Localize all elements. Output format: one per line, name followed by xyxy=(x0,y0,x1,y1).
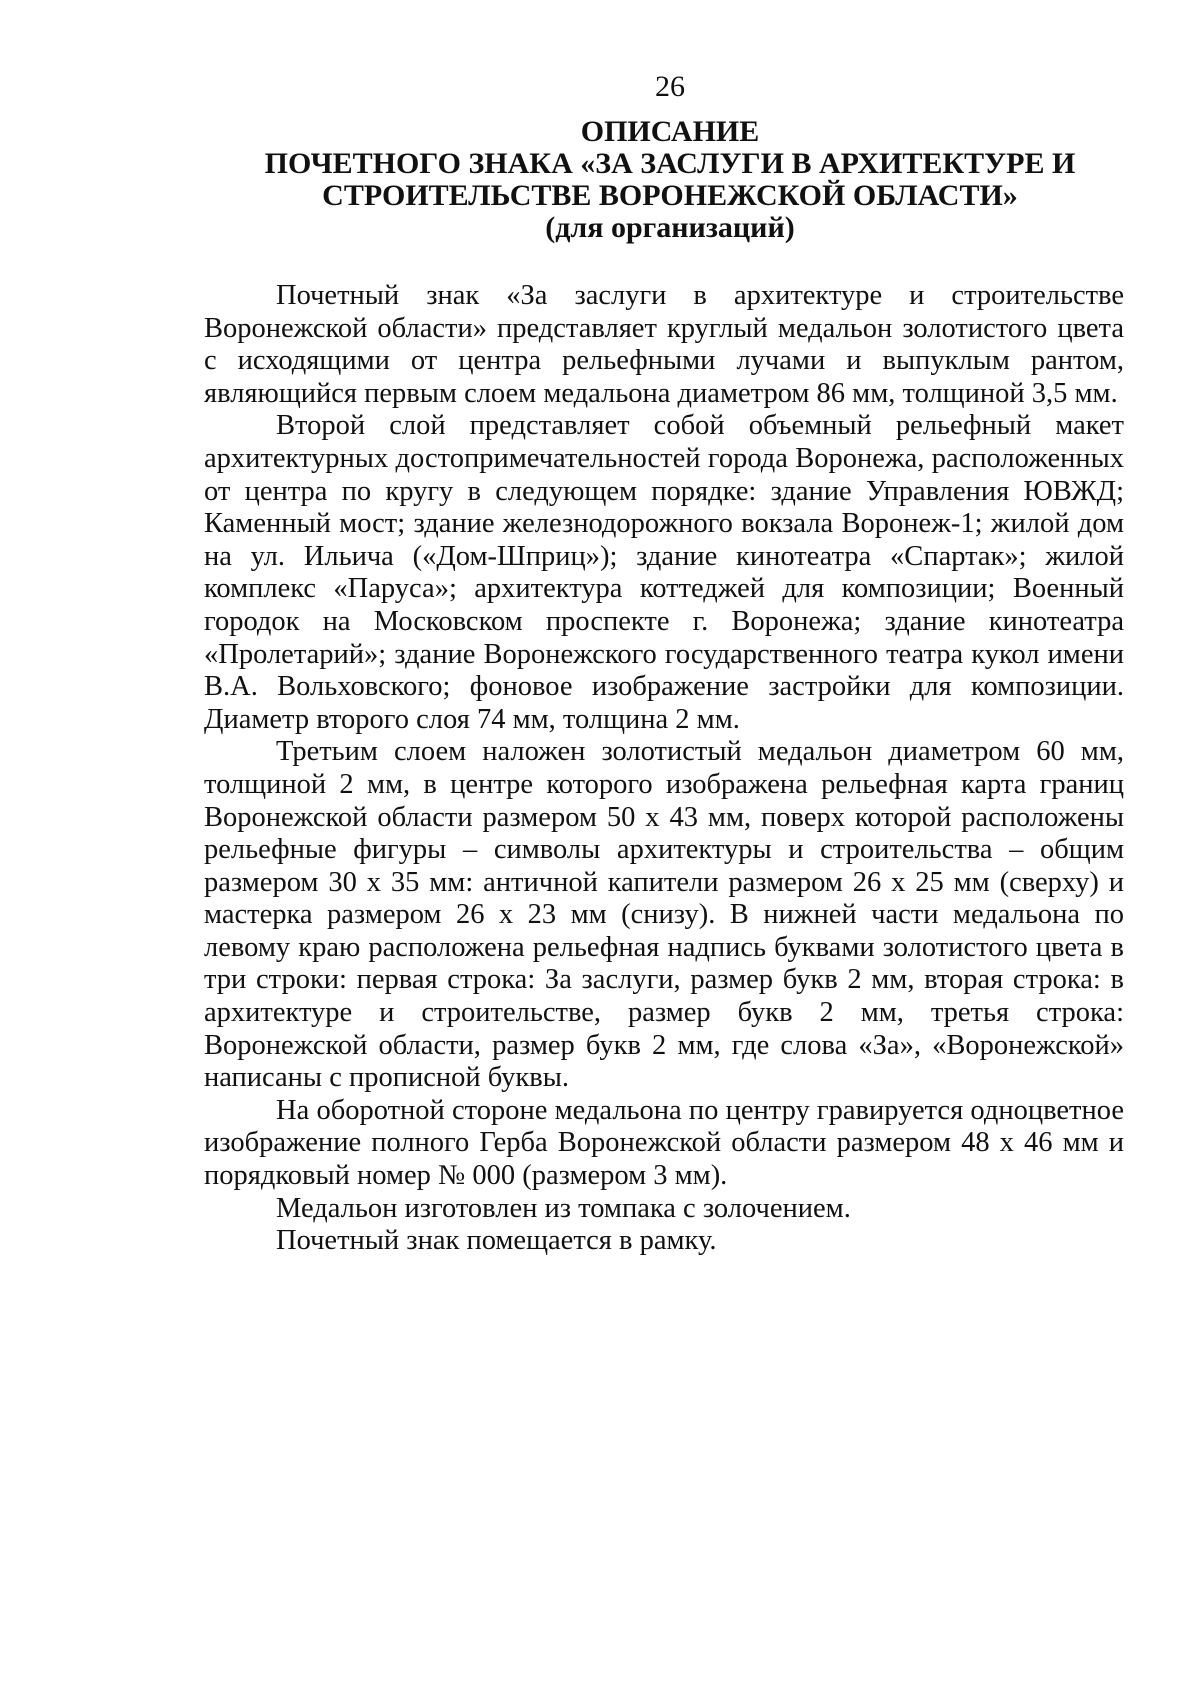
heading-title: ОПИСАНИЕ xyxy=(580,115,760,148)
heading-audience-note: (для организаций) xyxy=(545,211,795,244)
paragraph-frame: Почетный знак помещается в рамку. xyxy=(276,1225,717,1257)
paragraph-material: Медальон изготовлен из томпака с золочением. xyxy=(276,1192,851,1224)
heading-subtitle-line-1: ПОЧЕТНОГО ЗНАКА «ЗА ЗАСЛУГИ В АРХИТЕКТУРЕ И xyxy=(264,147,1076,180)
paragraph-reverse-side: На оборотной стороне медальона по центру гравируется одноцветное изображение полного Герба Воронежской области размером 48 х 46 мм и порядковый номер № 000 (размером 3 мм). xyxy=(204,1094,1124,1192)
document-heading xyxy=(0,116,1200,244)
heading-subtitle-line-2: СТРОИТЕЛЬСТВЕ ВОРОНЕЖСКОЙ ОБЛАСТИ» xyxy=(322,179,1018,212)
document-body xyxy=(204,280,1124,1258)
paragraph-second-layer: Второй слой представляет собой объемный рельефный макет архитектурных достопримечательностей города Воронежа, расположенных от центра по кругу в следующем порядке: здание Управления ЮВЖД; Каменный мост; здание железнодорожного вокзала Воронеж-1; жилой дом на ул. Ильича («Дом-Шприц»); здание кинотеатра «Спартак»; жилой комплекс «Паруса»; архитектура коттеджей для композиции; Военный городок на Московском проспекте г. Воронежа; здание кинотеатра «Пролетарий»; здание Воронежского государственного театра кукол имени В.А. Вольховского; фоновое изображение застройки для композиции. Диаметр второго слоя 74 мм, толщина 2 мм. xyxy=(204,410,1124,735)
paragraph-third-layer: Третьим слоем наложен золотистый медальон диаметром 60 мм, толщиной 2 мм, в центре которого изображена рельефная карта границ Воронежской области размером 50 х 43 мм, поверх которой расположены рельефные фигуры – символы архитектуры и строительства – общим размером 30 х 35 мм: античной капители размером 26 х 25 мм (сверху) и мастерка размером 26 х 23 мм (снизу). В нижней части медальона по левому краю расположена рельефная надпись буквами золотистого цвета в три строки: первая строка: За заслуги, размер букв 2 мм, вторая строка: в архитектуре и строительстве, размер букв 2 мм, третья строка: Воронежской области, размер букв 2 мм, где слова «За», «Воронежской» написаны с прописной буквы. xyxy=(204,736,1124,1094)
paragraph-first-layer: Почетный знак «За заслуги в архитектуре и строительстве Воронежской области» представляет круглый медальон золотистого цвета с исходящими от центра рельефными лучами и выпуклым рантом, являющийся первым слоем медальона диаметром 86 мм, толщиной 3,5 мм. xyxy=(204,280,1124,409)
page-number: 26 xyxy=(655,70,685,103)
